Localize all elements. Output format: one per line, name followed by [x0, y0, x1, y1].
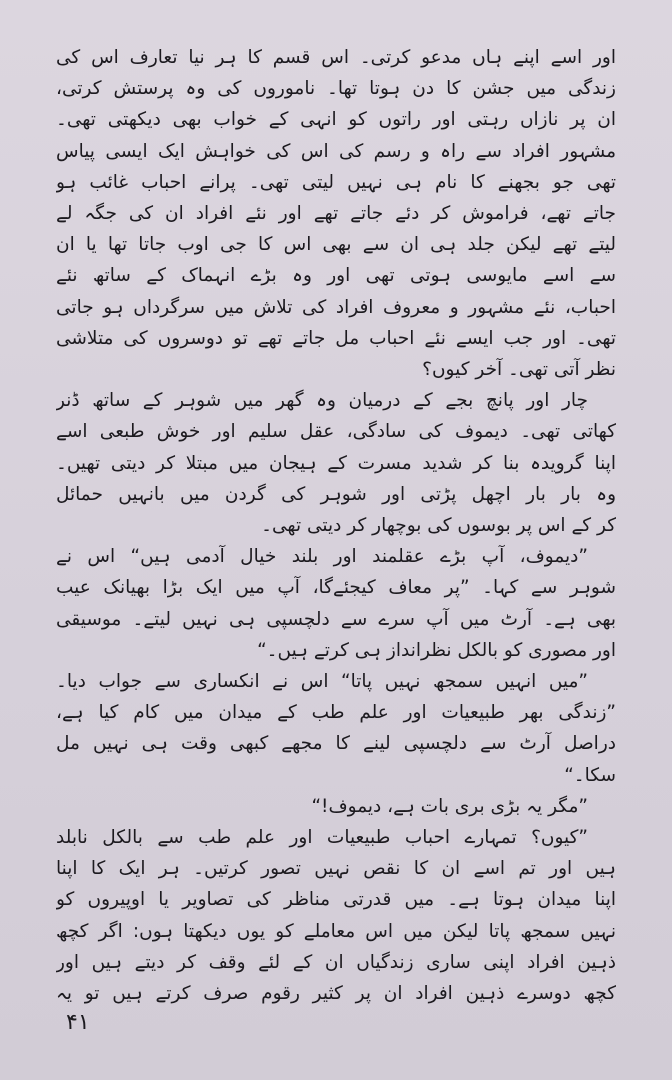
text-line: شوہر سے کہا۔ ”پر معاف کیجئےگا، آپ میں ایک بڑا بھیانک عیب: [56, 577, 616, 599]
page-body-text: [56, 42, 616, 1009]
text-line: نہیں سمجھ پاتا لیکن میں اس معاملے کو یوں دیکھتا ہوں: اگر کچھ: [56, 920, 616, 942]
text-line: ”میں انہیں سمجھ نہیں پاتا“ اس نے انکساری سے جواب دیا۔: [56, 671, 588, 693]
text-line: کھاتی تھی۔ دیموف کی سادگی، عقل سلیم اور خوش طبعی اسے: [56, 421, 616, 443]
text-line: جاتے تھے، فراموش کر دئے جاتے تھے اور نئے افراد ان کی جگہ لے: [56, 203, 616, 225]
text-line: سے اسے مایوسی ہوتی تھی اور وہ بڑے انہماک کے ساتھ نئے: [56, 265, 616, 287]
text-line: بھی ہے۔ آرٹ میں آپ سرے سے دلچسپی ہی نہیں لیتے۔ موسیقی: [56, 608, 616, 630]
text-line: ”زندگی بھر طبیعیات اور علم طب کے میدان میں کام کیا ہے،: [56, 702, 616, 724]
text-line: ”مگر یہ بڑی بری بات ہے، دیموف!“: [311, 795, 588, 817]
text-line: مشہور افراد سے راہ و رسم کی اس کی خواہش ایک ایسی پیاس: [56, 140, 616, 162]
text-line: زندگی میں جشن کا دن ہوتا تھا۔ ناموروں کی وہ پرستش کرتی،: [56, 78, 616, 100]
text-line: تھی۔ اور جب ایسے نئے احباب مل جاتے تھے تو دوسروں کی متلاشی: [56, 327, 616, 349]
text-line: احباب، نئے مشہور و معروف افراد کی تلاش میں سرگرداں ہو جاتی: [56, 296, 616, 318]
page-number: ۴۱: [66, 1010, 90, 1035]
text-line: دراصل آرٹ سے دلچسپی لینے کا مجھے کبھی وقت ہی نہیں مل: [56, 733, 616, 755]
text-line: کر کے اس پر بوسوں کی بوچھار کر دیتی تھی۔: [261, 515, 616, 537]
text-line: وہ بار بار اچھل پڑتی اور شوہر کی گردن میں بانہیں حمائل: [56, 483, 616, 505]
text-line: اپنا میدان ہوتا ہے۔ میں قدرتی مناظر کی تصاویر یا اوپیروں کو: [56, 889, 616, 911]
text-line: ذہین افراد اپنی ساری زندگیاں ان کے لئے وقف کر دیتے ہیں اور: [56, 951, 616, 973]
text-line: ”کیوں؟ تمہارے احباب طبیعیات اور علم طب سے بالکل نابلد: [56, 827, 588, 849]
text-line: نظر آتی تھی۔ آخر کیوں؟: [422, 359, 616, 381]
text-line: چار اور پانچ بجے کے درمیان وہ گھر میں شوہر کے ساتھ ڈنر: [56, 390, 588, 412]
text-line: اور مصوری کو بالکل نظرانداز ہی کرتے ہیں۔“: [257, 639, 616, 661]
text-line: اپنا گرویدہ بنا کر شدید مسرت کے ہیجان میں مبتلا کر دیتی تھیں۔: [56, 452, 616, 474]
text-line: ان پر نازاں رہتی اور راتوں کو انہی کے خواب بھی دیکھتی تھی۔: [56, 109, 616, 131]
text-line: کچھ دوسرے ذہین افراد ان پر کثیر رقوم صرف کرتے ہیں تو یہ: [56, 983, 616, 1005]
text-line: سکا۔“: [564, 764, 616, 786]
text-line: لیتے تھے لیکن جلد ہی ان سے بھی اس کا جی اوب جاتا تھا یا ان: [56, 234, 616, 256]
text-line: ”دیموف، آپ بڑے عقلمند اور بلند خیال آدمی ہیں“ اس نے: [56, 546, 588, 568]
text-line: ہیں اور تم اسے ان کا نقص نہیں تصور کرتیں۔ ہر ایک کا اپنا: [56, 858, 616, 880]
text-line: تھی جو بجھنے کا نام ہی نہیں لیتی تھی۔ پرانے احباب غائب ہو: [56, 171, 616, 193]
text-line: اور اسے اپنے ہاں مدعو کرتی۔ اس قسم کا ہر نیا تعارف اس کی: [56, 47, 616, 68]
